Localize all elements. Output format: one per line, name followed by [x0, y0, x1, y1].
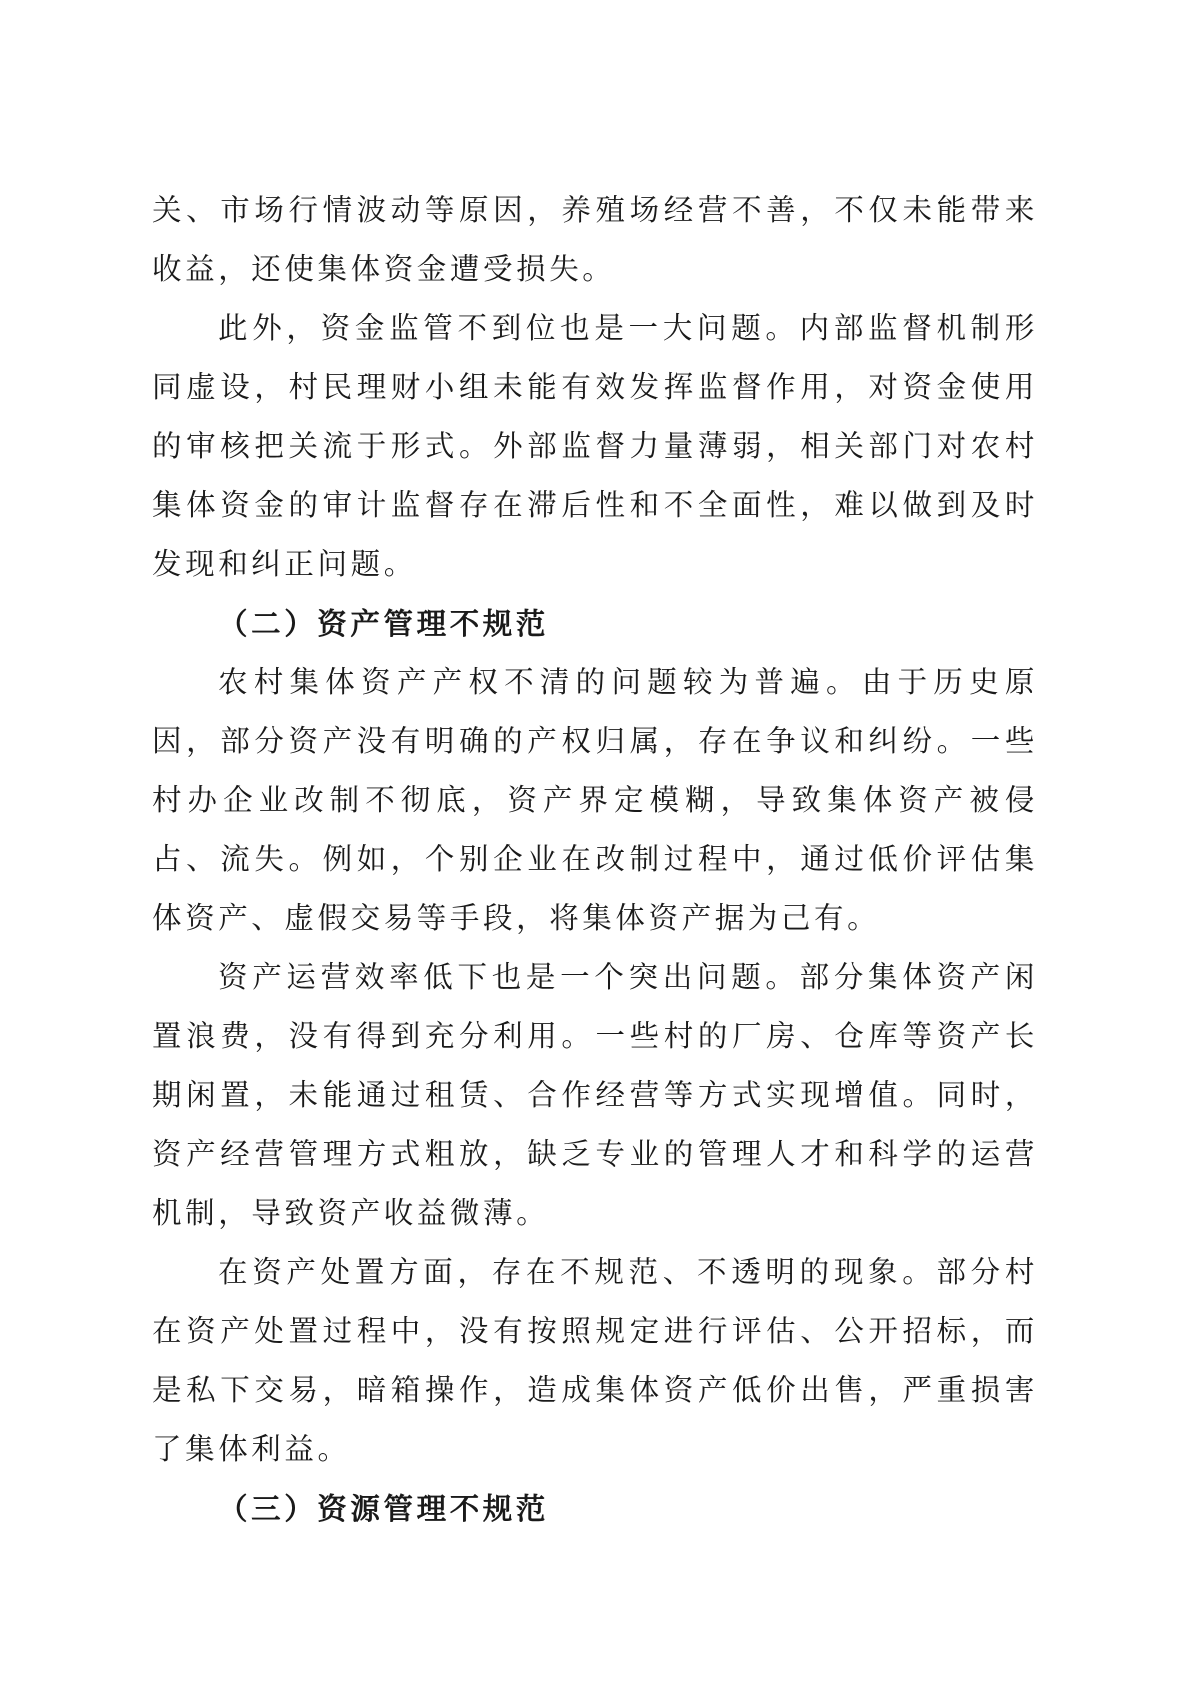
document-body — [152, 181, 1038, 1538]
section-heading-resource-management: （三）资源管理不规范 — [218, 1491, 550, 1526]
section-heading-asset-management: （二）资产管理不规范 — [218, 606, 550, 641]
paragraph-asset-operation: 资产运营效率低下也是一个突出问题。部分集体资产闲置浪费，没有得到充分利用。一些村的厂房、仓库等资产长期闲置，未能通过租赁、合作经营等方式实现增值。同时，资产经营管理方式粗放，缺乏专业的管理人才和科学的运营机制，导致资产收益微薄。 — [152, 960, 1038, 1230]
paragraph-continuation: 关、市场行情波动等原因，养殖场经营不善，不仅未能带来收益，还使集体资金遭受损失。 — [152, 193, 1038, 286]
paragraph-asset-disposal: 在资产处置方面，存在不规范、不透明的现象。部分村在资产处置过程中，没有按照规定进行评估、公开招标，而是私下交易，暗箱操作，造成集体资产低价出售，严重损害了集体利益。 — [152, 1255, 1038, 1466]
paragraph-fund-supervision: 此外，资金监管不到位也是一大问题。内部监督机制形同虚设，村民理财小组未能有效发挥监督作用，对资金使用的审核把关流于形式。外部监督力量薄弱，相关部门对农村集体资金的审计监督存在滞后性和不全面性，难以做到及时发现和纠正问题。 — [152, 311, 1038, 581]
paragraph-asset-ownership: 农村集体资产产权不清的问题较为普遍。由于历史原因，部分资产没有明确的产权归属，存在争议和纠纷。一些村办企业改制不彻底，资产界定模糊，导致集体资产被侵占、流失。例如，个别企业在改制过程中，通过低价评估集体资产、虚假交易等手段，将集体资产据为己有。 — [152, 665, 1038, 935]
